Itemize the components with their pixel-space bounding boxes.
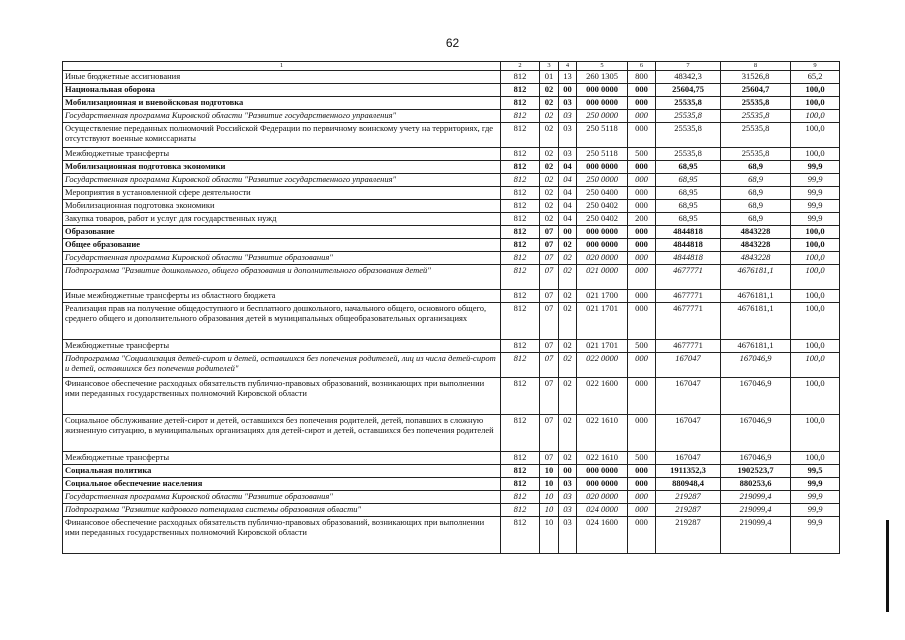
subsection-cell: 02 (559, 239, 577, 252)
target-article-cell: 021 0000 (577, 265, 628, 290)
header-cell: 7 (656, 62, 721, 71)
planned-amount-cell: 4844818 (656, 226, 721, 239)
actual-amount-cell: 25535,8 (721, 97, 791, 110)
admin-code-cell: 812 (501, 148, 540, 161)
planned-amount-cell: 4844818 (656, 239, 721, 252)
admin-code-cell: 812 (501, 97, 540, 110)
row-name-cell: Социальная политика (63, 465, 501, 478)
table-header-row (63, 62, 840, 71)
section-cell: 10 (540, 491, 559, 504)
expense-type-cell: 000 (628, 174, 656, 187)
admin-code-cell: 812 (501, 187, 540, 200)
budget-table (62, 61, 840, 554)
planned-amount-cell: 167047 (656, 378, 721, 415)
target-article-cell: 260 1305 (577, 71, 628, 84)
table-row (63, 378, 840, 415)
section-cell: 02 (540, 200, 559, 213)
section-cell: 10 (540, 517, 559, 554)
planned-amount-cell: 4677771 (656, 303, 721, 340)
row-name-cell: Государственная программа Кировской области "Развитие государственного управления" (63, 174, 501, 187)
expense-type-cell: 000 (628, 239, 656, 252)
percent-cell: 99,9 (791, 517, 840, 554)
actual-amount-cell: 68,9 (721, 161, 791, 174)
expense-type-cell: 000 (628, 200, 656, 213)
expense-type-cell: 500 (628, 452, 656, 465)
planned-amount-cell: 219287 (656, 504, 721, 517)
subsection-cell: 02 (559, 290, 577, 303)
subsection-cell: 04 (559, 200, 577, 213)
planned-amount-cell: 4677771 (656, 340, 721, 353)
table-row (63, 303, 840, 340)
row-name-cell: Государственная программа Кировской области "Развитие образования" (63, 491, 501, 504)
table-body (63, 71, 840, 554)
target-article-cell: 022 1610 (577, 452, 628, 465)
subsection-cell: 03 (559, 97, 577, 110)
admin-code-cell: 812 (501, 110, 540, 123)
target-article-cell: 250 0402 (577, 213, 628, 226)
row-name-cell: Финансовое обеспечение расходных обязательств публично-правовых образований, возникающих при выполнении ими переданных государственных полномочий Кировской области (63, 517, 501, 554)
expense-type-cell: 500 (628, 148, 656, 161)
actual-amount-cell: 4676181,1 (721, 265, 791, 290)
planned-amount-cell: 68,95 (656, 161, 721, 174)
target-article-cell: 250 0400 (577, 187, 628, 200)
percent-cell: 100,0 (791, 303, 840, 340)
expense-type-cell: 800 (628, 71, 656, 84)
actual-amount-cell: 68,9 (721, 200, 791, 213)
actual-amount-cell: 68,9 (721, 174, 791, 187)
subsection-cell: 03 (559, 517, 577, 554)
percent-cell: 100,0 (791, 353, 840, 378)
planned-amount-cell: 68,95 (656, 187, 721, 200)
admin-code-cell: 812 (501, 226, 540, 239)
actual-amount-cell: 4676181,1 (721, 303, 791, 340)
table-row (63, 478, 840, 491)
percent-cell: 100,0 (791, 290, 840, 303)
header-cell: 8 (721, 62, 791, 71)
target-article-cell: 022 1610 (577, 415, 628, 452)
admin-code-cell: 812 (501, 465, 540, 478)
percent-cell: 99,9 (791, 174, 840, 187)
subsection-cell: 04 (559, 161, 577, 174)
percent-cell: 100,0 (791, 378, 840, 415)
target-article-cell: 024 1600 (577, 517, 628, 554)
planned-amount-cell: 25604,75 (656, 84, 721, 97)
section-cell: 02 (540, 148, 559, 161)
target-article-cell: 024 0000 (577, 504, 628, 517)
target-article-cell: 250 5118 (577, 123, 628, 148)
row-name-cell: Реализация прав на получение общедоступного и бесплатного дошкольного, начального общего, основного общего, среднего общего и дополнительного образования детей в муниципальных общеобразовательных организациях (63, 303, 501, 340)
section-cell: 07 (540, 303, 559, 340)
row-name-cell: Государственная программа Кировской области "Развитие государственного управления" (63, 110, 501, 123)
table-row (63, 452, 840, 465)
row-name-cell: Национальная оборона (63, 84, 501, 97)
table-row (63, 84, 840, 97)
table-row (63, 200, 840, 213)
target-article-cell: 250 0000 (577, 110, 628, 123)
admin-code-cell: 812 (501, 353, 540, 378)
page-number: 62 (445, 36, 460, 50)
expense-type-cell: 000 (628, 378, 656, 415)
target-article-cell: 000 0000 (577, 239, 628, 252)
subsection-cell: 03 (559, 491, 577, 504)
table-row (63, 71, 840, 84)
target-article-cell: 020 0000 (577, 252, 628, 265)
section-cell: 02 (540, 174, 559, 187)
row-name-cell: Иные межбюджетные трансферты из областного бюджета (63, 290, 501, 303)
percent-cell: 99,9 (791, 478, 840, 491)
planned-amount-cell: 25535,8 (656, 123, 721, 148)
admin-code-cell: 812 (501, 213, 540, 226)
subsection-cell: 03 (559, 110, 577, 123)
percent-cell: 100,0 (791, 148, 840, 161)
percent-cell: 99,5 (791, 465, 840, 478)
subsection-cell: 03 (559, 148, 577, 161)
expense-type-cell: 000 (628, 252, 656, 265)
actual-amount-cell: 4676181,1 (721, 340, 791, 353)
expense-type-cell: 000 (628, 265, 656, 290)
subsection-cell: 04 (559, 187, 577, 200)
table-row (63, 174, 840, 187)
table-row (63, 504, 840, 517)
section-cell: 07 (540, 353, 559, 378)
row-name-cell: Подпрограмма "Развитие кадрового потенциала системы образования области" (63, 504, 501, 517)
table-row (63, 290, 840, 303)
table-row (63, 517, 840, 554)
table-row (63, 213, 840, 226)
target-article-cell: 021 1701 (577, 340, 628, 353)
planned-amount-cell: 167047 (656, 353, 721, 378)
subsection-cell: 02 (559, 378, 577, 415)
admin-code-cell: 812 (501, 84, 540, 97)
expense-type-cell: 000 (628, 187, 656, 200)
table-row (63, 353, 840, 378)
row-name-cell: Образование (63, 226, 501, 239)
subsection-cell: 03 (559, 478, 577, 491)
section-cell: 01 (540, 71, 559, 84)
expense-type-cell: 000 (628, 84, 656, 97)
percent-cell: 100,0 (791, 415, 840, 452)
section-cell: 10 (540, 465, 559, 478)
row-name-cell: Закупка товаров, работ и услуг для государственных нужд (63, 213, 501, 226)
subsection-cell: 04 (559, 174, 577, 187)
row-name-cell: Мобилизационная подготовка экономики (63, 200, 501, 213)
percent-cell: 100,0 (791, 239, 840, 252)
target-article-cell: 000 0000 (577, 226, 628, 239)
subsection-cell: 00 (559, 226, 577, 239)
percent-cell: 65,2 (791, 71, 840, 84)
planned-amount-cell: 48342,3 (656, 71, 721, 84)
table-row (63, 340, 840, 353)
section-cell: 02 (540, 187, 559, 200)
subsection-cell: 02 (559, 452, 577, 465)
subsection-cell: 02 (559, 415, 577, 452)
expense-type-cell: 000 (628, 290, 656, 303)
row-name-cell: Государственная программа Кировской области "Развитие образования" (63, 252, 501, 265)
admin-code-cell: 812 (501, 71, 540, 84)
planned-amount-cell: 4844818 (656, 252, 721, 265)
admin-code-cell: 812 (501, 303, 540, 340)
section-cell: 07 (540, 452, 559, 465)
section-cell: 10 (540, 504, 559, 517)
actual-amount-cell: 25535,8 (721, 123, 791, 148)
subsection-cell: 00 (559, 465, 577, 478)
expense-type-cell: 000 (628, 353, 656, 378)
expense-type-cell: 000 (628, 226, 656, 239)
target-article-cell: 250 0000 (577, 174, 628, 187)
admin-code-cell: 812 (501, 452, 540, 465)
actual-amount-cell: 167046,9 (721, 415, 791, 452)
percent-cell: 100,0 (791, 123, 840, 148)
expense-type-cell: 000 (628, 478, 656, 491)
actual-amount-cell: 167046,9 (721, 378, 791, 415)
target-article-cell: 000 0000 (577, 97, 628, 110)
table-row (63, 161, 840, 174)
percent-cell: 99,9 (791, 187, 840, 200)
section-cell: 07 (540, 290, 559, 303)
section-cell: 02 (540, 123, 559, 148)
subsection-cell: 02 (559, 340, 577, 353)
expense-type-cell: 000 (628, 504, 656, 517)
admin-code-cell: 812 (501, 123, 540, 148)
row-name-cell: Межбюджетные трансферты (63, 148, 501, 161)
planned-amount-cell: 167047 (656, 452, 721, 465)
actual-amount-cell: 167046,9 (721, 353, 791, 378)
admin-code-cell: 812 (501, 378, 540, 415)
row-name-cell: Осуществление переданных полномочий Российской Федерации по первичному воинскому учету на территориях, где отсутствуют военные комиссариаты (63, 123, 501, 148)
header-cell: 5 (577, 62, 628, 71)
actual-amount-cell: 68,9 (721, 213, 791, 226)
row-name-cell: Иные бюджетные ассигнования (63, 71, 501, 84)
header-cell: 1 (63, 62, 501, 71)
admin-code-cell: 812 (501, 478, 540, 491)
planned-amount-cell: 68,95 (656, 213, 721, 226)
planned-amount-cell: 167047 (656, 415, 721, 452)
admin-code-cell: 812 (501, 252, 540, 265)
section-cell: 02 (540, 110, 559, 123)
section-cell: 07 (540, 378, 559, 415)
actual-amount-cell: 4843228 (721, 239, 791, 252)
expense-type-cell: 200 (628, 213, 656, 226)
expense-type-cell: 000 (628, 123, 656, 148)
planned-amount-cell: 219287 (656, 491, 721, 504)
target-article-cell: 022 0000 (577, 353, 628, 378)
actual-amount-cell: 4843228 (721, 252, 791, 265)
admin-code-cell: 812 (501, 161, 540, 174)
table-row (63, 252, 840, 265)
admin-code-cell: 812 (501, 491, 540, 504)
row-name-cell: Финансовое обеспечение расходных обязательств публично-правовых образований, возникающих при выполнении ими переданных государственных полномочий Кировской области (63, 378, 501, 415)
table-row (63, 465, 840, 478)
table-row (63, 187, 840, 200)
percent-cell: 100,0 (791, 226, 840, 239)
section-cell: 02 (540, 213, 559, 226)
table-row (63, 239, 840, 252)
section-cell: 07 (540, 239, 559, 252)
table-row (63, 491, 840, 504)
subsection-cell: 02 (559, 353, 577, 378)
section-cell: 07 (540, 265, 559, 290)
header-cell: 4 (559, 62, 577, 71)
subsection-cell: 02 (559, 252, 577, 265)
percent-cell: 100,0 (791, 252, 840, 265)
row-name-cell: Подпрограмма "Развитие дошкольного, общего образования и дополнительного образования детей" (63, 265, 501, 290)
planned-amount-cell: 68,95 (656, 174, 721, 187)
percent-cell: 100,0 (791, 97, 840, 110)
percent-cell: 99,9 (791, 161, 840, 174)
target-article-cell: 021 1701 (577, 303, 628, 340)
actual-amount-cell: 4843228 (721, 226, 791, 239)
percent-cell: 100,0 (791, 265, 840, 290)
expense-type-cell: 000 (628, 465, 656, 478)
section-cell: 10 (540, 478, 559, 491)
table-row (63, 226, 840, 239)
admin-code-cell: 812 (501, 239, 540, 252)
table-row (63, 148, 840, 161)
expense-type-cell: 000 (628, 97, 656, 110)
admin-code-cell: 812 (501, 265, 540, 290)
expense-type-cell: 000 (628, 517, 656, 554)
target-article-cell: 000 0000 (577, 161, 628, 174)
subsection-cell: 03 (559, 123, 577, 148)
actual-amount-cell: 25604,7 (721, 84, 791, 97)
header-cell: 9 (791, 62, 840, 71)
row-name-cell: Общее образование (63, 239, 501, 252)
target-article-cell: 022 1600 (577, 378, 628, 415)
admin-code-cell: 812 (501, 517, 540, 554)
planned-amount-cell: 880948,4 (656, 478, 721, 491)
planned-amount-cell: 219287 (656, 517, 721, 554)
percent-cell: 99,9 (791, 504, 840, 517)
table-row (63, 110, 840, 123)
expense-type-cell: 000 (628, 303, 656, 340)
section-cell: 02 (540, 161, 559, 174)
actual-amount-cell: 219099,4 (721, 504, 791, 517)
subsection-cell: 03 (559, 504, 577, 517)
target-article-cell: 020 0000 (577, 491, 628, 504)
percent-cell: 100,0 (791, 84, 840, 97)
actual-amount-cell: 4676181,1 (721, 290, 791, 303)
table-row (63, 415, 840, 452)
subsection-cell: 00 (559, 84, 577, 97)
table-row (63, 123, 840, 148)
section-cell: 07 (540, 340, 559, 353)
target-article-cell: 000 0000 (577, 478, 628, 491)
row-name-cell: Социальное обслуживание детей-сирот и детей, оставшихся без попечения родителей, детей, попавших в сложную жизненную ситуацию, в муниципальных организациях для детей-сирот и детей, оставшихся без попечения родителей (63, 415, 501, 452)
section-cell: 07 (540, 226, 559, 239)
scan-edge-mark (886, 520, 889, 612)
target-article-cell: 000 0000 (577, 465, 628, 478)
percent-cell: 99,9 (791, 200, 840, 213)
expense-type-cell: 000 (628, 161, 656, 174)
actual-amount-cell: 1902523,7 (721, 465, 791, 478)
subsection-cell: 04 (559, 213, 577, 226)
admin-code-cell: 812 (501, 290, 540, 303)
admin-code-cell: 812 (501, 340, 540, 353)
header-cell: 6 (628, 62, 656, 71)
actual-amount-cell: 25535,8 (721, 110, 791, 123)
row-name-cell: Межбюджетные трансферты (63, 340, 501, 353)
target-article-cell: 000 0000 (577, 84, 628, 97)
percent-cell: 99,9 (791, 213, 840, 226)
percent-cell: 100,0 (791, 340, 840, 353)
row-name-cell: Межбюджетные трансферты (63, 452, 501, 465)
admin-code-cell: 812 (501, 415, 540, 452)
section-cell: 07 (540, 252, 559, 265)
admin-code-cell: 812 (501, 504, 540, 517)
actual-amount-cell: 219099,4 (721, 491, 791, 504)
planned-amount-cell: 68,95 (656, 200, 721, 213)
table-row (63, 265, 840, 290)
expense-type-cell: 000 (628, 415, 656, 452)
planned-amount-cell: 25535,8 (656, 110, 721, 123)
percent-cell: 100,0 (791, 452, 840, 465)
subsection-cell: 13 (559, 71, 577, 84)
section-cell: 02 (540, 97, 559, 110)
header-cell: 2 (501, 62, 540, 71)
expense-type-cell: 000 (628, 491, 656, 504)
planned-amount-cell: 1911352,3 (656, 465, 721, 478)
row-name-cell: Мобилизационная и вневойсковая подготовка (63, 97, 501, 110)
actual-amount-cell: 880253,6 (721, 478, 791, 491)
planned-amount-cell: 4677771 (656, 265, 721, 290)
admin-code-cell: 812 (501, 200, 540, 213)
subsection-cell: 02 (559, 303, 577, 340)
planned-amount-cell: 4677771 (656, 290, 721, 303)
actual-amount-cell: 167046,9 (721, 452, 791, 465)
planned-amount-cell: 25535,8 (656, 97, 721, 110)
subsection-cell: 02 (559, 265, 577, 290)
percent-cell: 100,0 (791, 110, 840, 123)
row-name-cell: Подпрограмма "Социализация детей-сирот и детей, оставшихся без попечения родителей, лиц из числа детей-сирот и детей, оставшихся без попечения родителей" (63, 353, 501, 378)
expense-type-cell: 500 (628, 340, 656, 353)
percent-cell: 99,9 (791, 491, 840, 504)
target-article-cell: 021 1700 (577, 290, 628, 303)
section-cell: 07 (540, 415, 559, 452)
row-name-cell: Мероприятия в установленной сфере деятельности (63, 187, 501, 200)
row-name-cell: Мобилизационная подготовка экономики (63, 161, 501, 174)
actual-amount-cell: 31526,8 (721, 71, 791, 84)
actual-amount-cell: 68,9 (721, 187, 791, 200)
target-article-cell: 250 0402 (577, 200, 628, 213)
header-cell: 3 (540, 62, 559, 71)
table-row (63, 97, 840, 110)
target-article-cell: 250 5118 (577, 148, 628, 161)
admin-code-cell: 812 (501, 174, 540, 187)
planned-amount-cell: 25535,8 (656, 148, 721, 161)
section-cell: 02 (540, 84, 559, 97)
row-name-cell: Социальное обеспечение населения (63, 478, 501, 491)
actual-amount-cell: 219099,4 (721, 517, 791, 554)
actual-amount-cell: 25535,8 (721, 148, 791, 161)
expense-type-cell: 000 (628, 110, 656, 123)
